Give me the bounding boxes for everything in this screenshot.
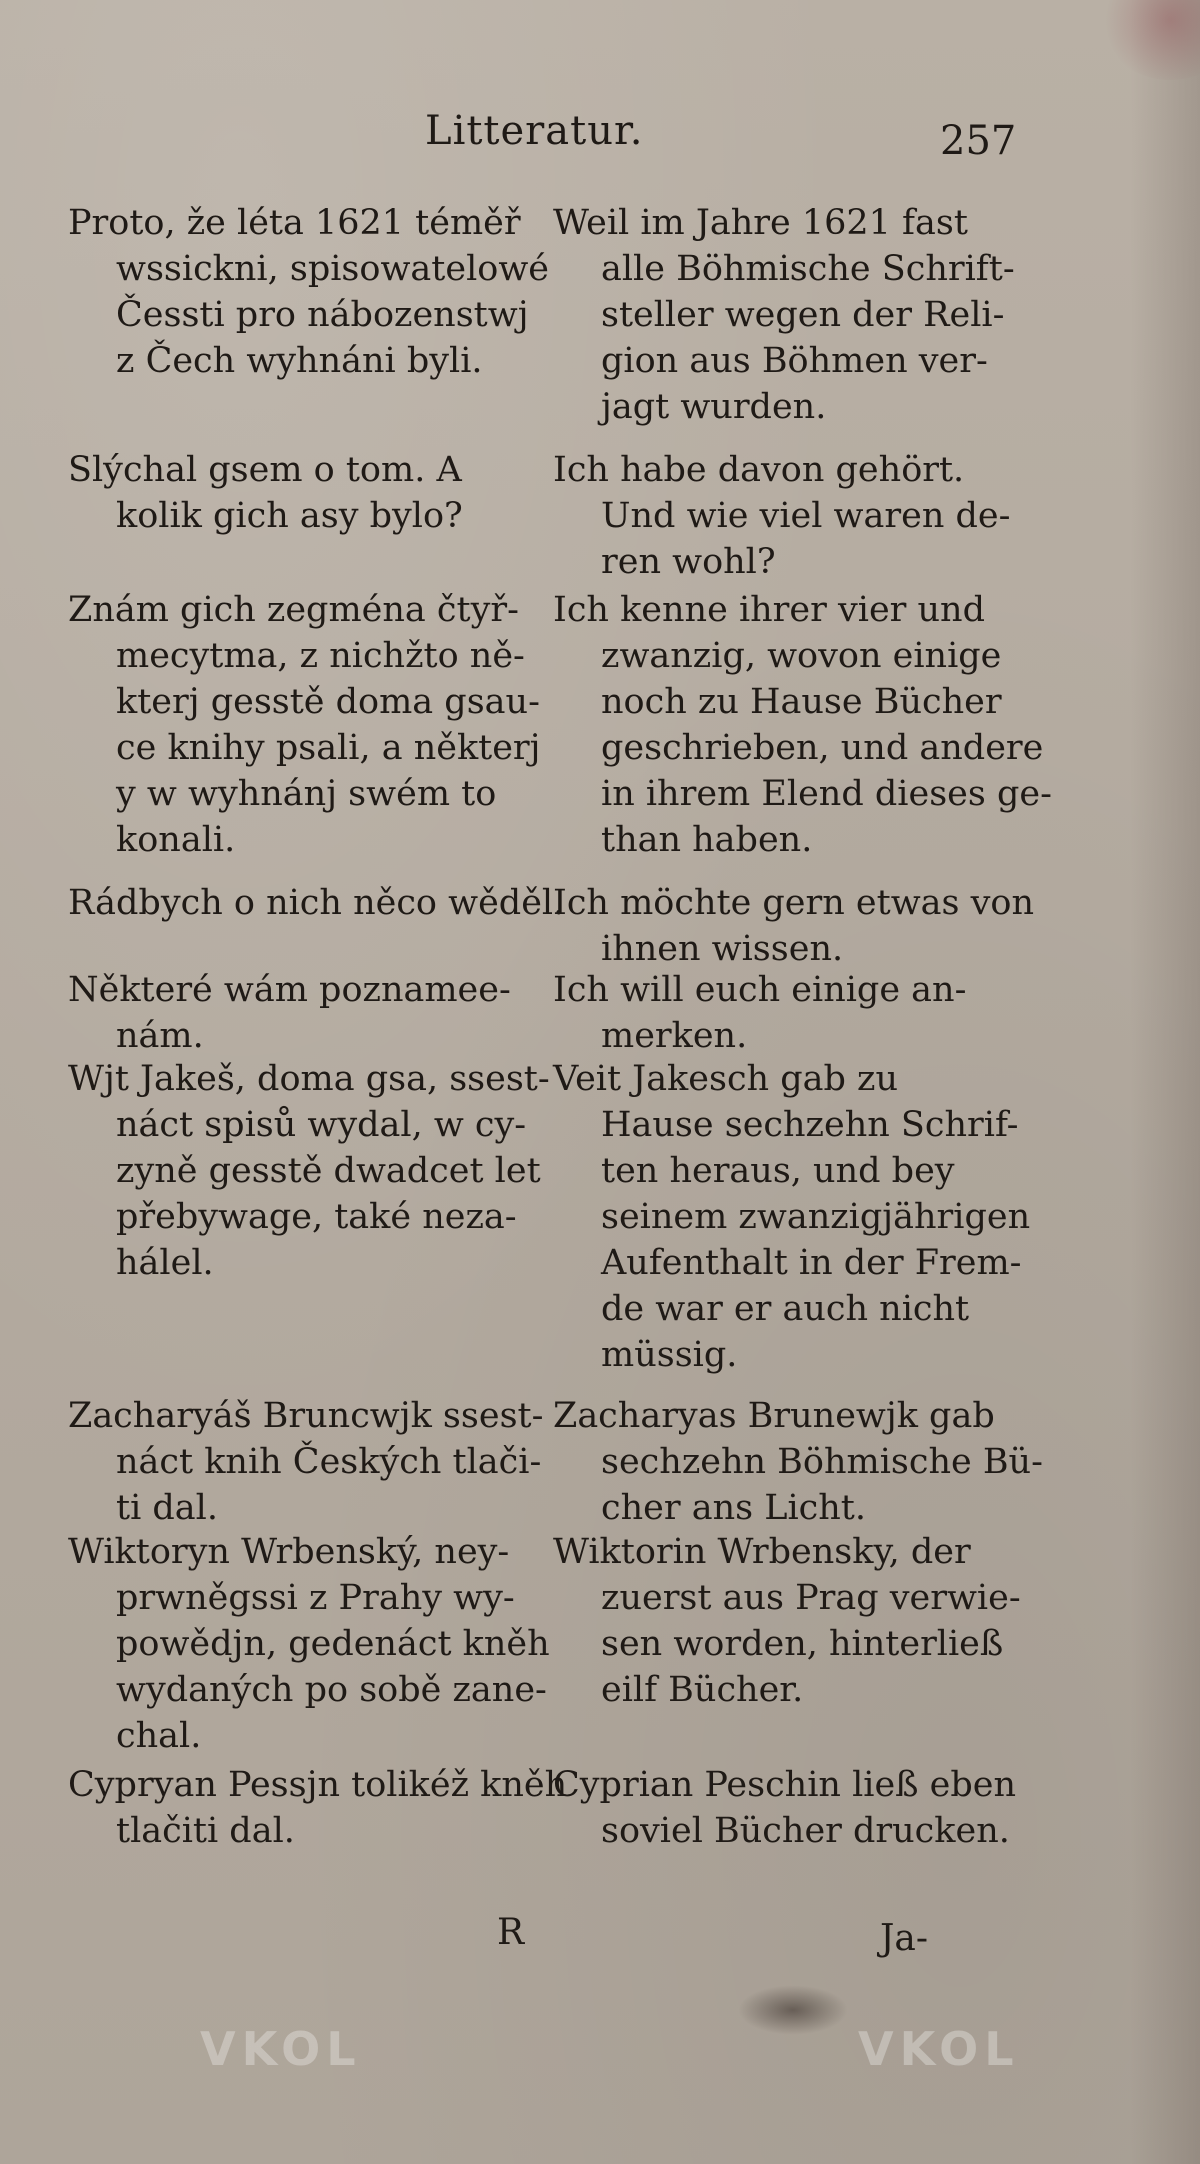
- text-line: Zacharyáš Bruncwjk ssest-: [68, 1396, 544, 1436]
- german-entry: [553, 1393, 1043, 1531]
- watermark-left: VKOL: [200, 2022, 362, 2076]
- signature-mark: R: [497, 1912, 525, 1953]
- text-line: ten heraus, und bey: [601, 1151, 955, 1191]
- text-line: kolik gich asy bylo?: [116, 496, 463, 536]
- page-edge-shadow: [1130, 0, 1200, 2164]
- czech-entry: [68, 1762, 568, 1854]
- text-line: Ich habe davon gehört.: [553, 450, 965, 490]
- text-line: Ich will euch einige an-: [553, 970, 967, 1010]
- text-line: Zacharyas Brunewjk gab: [553, 1396, 995, 1436]
- text-line: Und wie viel waren de-: [601, 496, 1011, 536]
- german-entry: [553, 447, 1043, 585]
- german-entry: [553, 967, 1043, 1059]
- german-entry: [553, 1762, 1043, 1854]
- czech-entry: [68, 1393, 544, 1531]
- text-line: eilf Bücher.: [601, 1670, 804, 1710]
- text-line: zwanzig, wovon einige: [601, 636, 1002, 676]
- text-line: alle Böhmische Schrift-: [601, 249, 1015, 289]
- text-line: tlačiti dal.: [116, 1811, 295, 1851]
- text-line: soviel Bücher drucken.: [601, 1811, 1010, 1851]
- text-line: Aufenthalt in der Frem-: [601, 1243, 1022, 1283]
- text-line: Wiktorin Wrbensky, der: [553, 1532, 971, 1572]
- text-line: geschrieben, und andere: [601, 728, 1044, 768]
- text-line: ihnen wissen.: [601, 929, 844, 969]
- text-line: Ich möchte gern etwas von: [553, 883, 1034, 923]
- text-line: cher ans Licht.: [601, 1488, 866, 1528]
- text-line: Čessti pro nábozenstwj: [116, 295, 529, 335]
- text-line: noch zu Hause Bücher: [601, 682, 1002, 722]
- text-line: Veit Jakesch gab zu: [553, 1059, 898, 1099]
- text-line: chal.: [116, 1716, 202, 1756]
- text-line: ce knihy psali, a některj: [116, 728, 541, 768]
- text-line: hálel.: [116, 1243, 214, 1283]
- czech-entry: [68, 447, 538, 539]
- german-entry: [553, 200, 1043, 430]
- text-line: náct knih Českých tlači-: [116, 1442, 542, 1482]
- text-line: in ihrem Elend dieses ge-: [601, 774, 1052, 814]
- text-line: Rádbych o nich něco wěděl.: [68, 883, 565, 923]
- text-line: jagt wurden.: [601, 387, 827, 427]
- text-line: Cyprian Peschin ließ eben: [553, 1765, 1017, 1805]
- text-line: wydaných po sobě zane-: [116, 1670, 547, 1710]
- text-line: than haben.: [601, 820, 813, 860]
- running-head: Litteratur.: [425, 108, 644, 154]
- text-line: Znám gich zegména čtyř-: [68, 590, 519, 630]
- text-line: gion aus Böhmen ver-: [601, 341, 988, 381]
- watermark-right: VKOL: [858, 2022, 1020, 2076]
- text-line: kterj gesstě doma gsau-: [116, 682, 540, 722]
- text-line: zuerst aus Prag verwie-: [601, 1578, 1021, 1618]
- text-line: de war er auch nicht: [601, 1289, 970, 1329]
- text-line: sen worden, hinterließ: [601, 1624, 1004, 1664]
- text-line: powědjn, gedenáct kněh: [116, 1624, 550, 1664]
- german-entry: [553, 587, 1052, 863]
- text-line: sechzehn Böhmische Bü-: [601, 1442, 1043, 1482]
- german-entry: [553, 880, 1043, 972]
- czech-entry: [68, 1056, 550, 1286]
- text-line: Ich kenne ihrer vier und: [553, 590, 985, 630]
- text-line: prwněgssi z Prahy wy-: [116, 1578, 515, 1618]
- text-line: Některé wám poznamee-: [68, 970, 511, 1010]
- czech-entry: [68, 967, 538, 1059]
- text-line: z Čech wyhnáni byli.: [116, 341, 483, 381]
- text-line: merken.: [601, 1016, 748, 1056]
- text-line: přebywage, také neza-: [116, 1197, 517, 1237]
- text-line: Proto, že léta 1621 téměř: [68, 203, 521, 243]
- text-line: Wiktoryn Wrbenský, ney-: [68, 1532, 510, 1572]
- text-line: y w wyhnánj swém to: [116, 774, 497, 814]
- german-entry: [553, 1056, 1043, 1378]
- corner-stain: [1100, 0, 1200, 80]
- text-line: wssickni, spisowatelowé: [116, 249, 550, 289]
- text-line: Cypryan Pessjn tolikéž kněh: [68, 1765, 568, 1805]
- text-line: müssig.: [601, 1335, 738, 1375]
- text-line: nám.: [116, 1016, 204, 1056]
- ink-smudge: [738, 1985, 848, 2035]
- catchword: Ja-: [880, 1918, 929, 1959]
- german-entry: [553, 1529, 1043, 1713]
- text-line: Slýchal gsem o tom. A: [68, 450, 462, 490]
- text-line: mecytma, z nichžto ně-: [116, 636, 525, 676]
- text-line: steller wegen der Reli-: [601, 295, 1005, 335]
- text-line: Wjt Jakeš, doma gsa, ssest-: [68, 1059, 550, 1099]
- text-line: Hause sechzehn Schrif-: [601, 1105, 1019, 1145]
- text-line: zyně gesstě dwadcet let: [116, 1151, 541, 1191]
- czech-entry: [68, 587, 541, 863]
- text-line: ren wohl?: [601, 542, 776, 582]
- text-line: Weil im Jahre 1621 fast: [553, 203, 968, 243]
- text-line: konali.: [116, 820, 236, 860]
- czech-entry: [68, 200, 550, 384]
- text-line: náct spisů wydal, w cy-: [116, 1105, 527, 1145]
- text-line: ti dal.: [116, 1488, 218, 1528]
- page-number: 257: [940, 118, 1017, 164]
- czech-entry: [68, 880, 565, 926]
- czech-entry: [68, 1529, 550, 1759]
- text-line: seinem zwanzigjährigen: [601, 1197, 1031, 1237]
